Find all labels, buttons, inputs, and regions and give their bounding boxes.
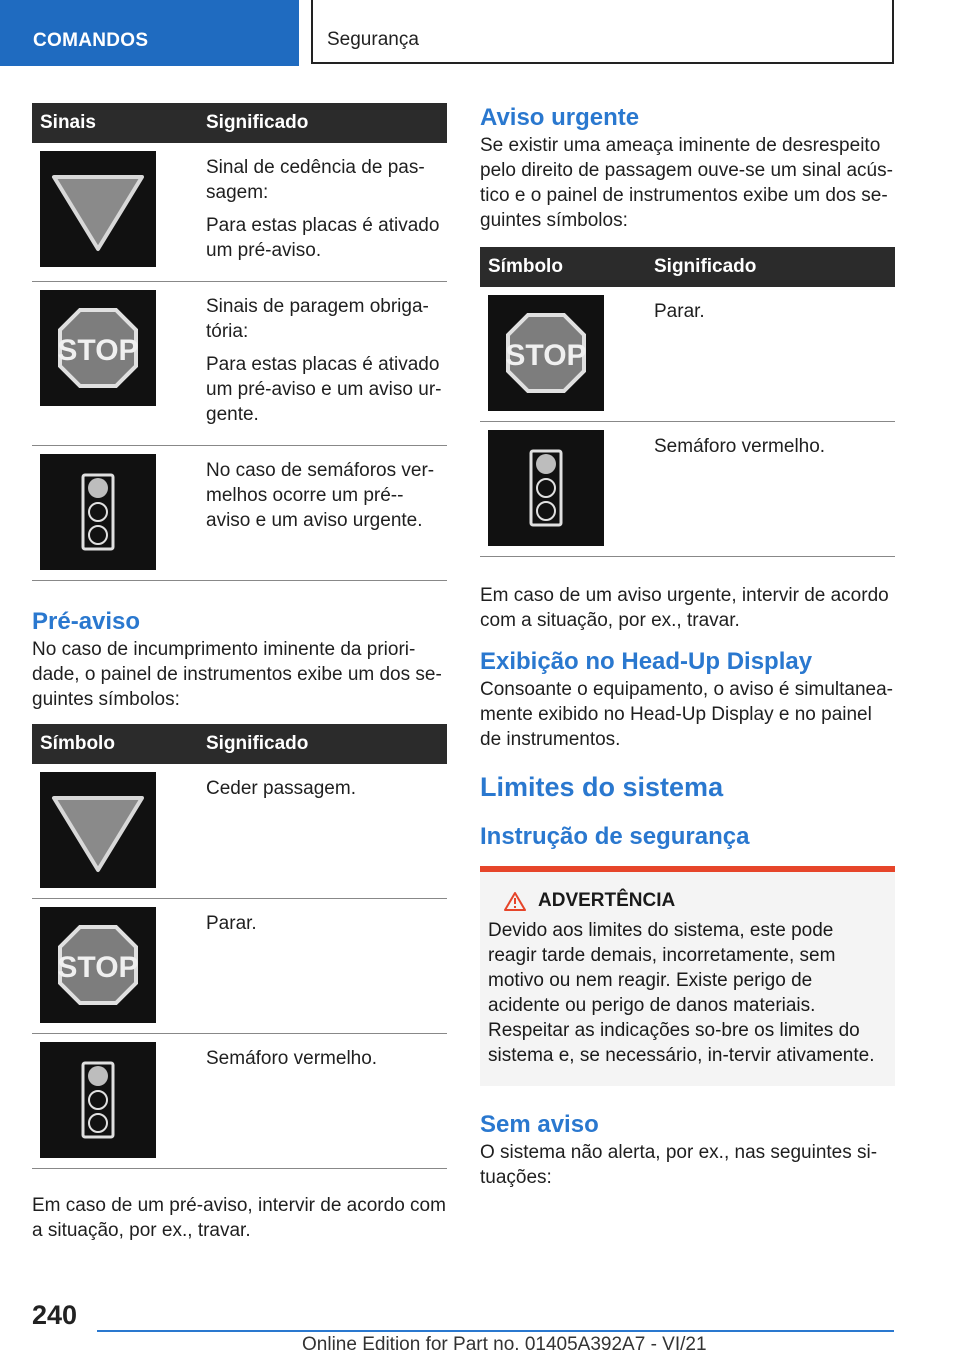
table-header-row: [32, 724, 447, 764]
meaning-text: Sinais de paragem obriga-tória:: [206, 296, 429, 342]
table-row: [32, 1034, 447, 1169]
meaning-text: Para estas placas é ativado um pré-aviso e um aviso ur-gente.: [206, 354, 442, 425]
table-header-row: [32, 103, 447, 143]
yield-sign-icon: [40, 772, 156, 888]
preaviso-action-text: Em caso de um pré-aviso, intervir de acordo com a situação, por ex., travar.: [32, 1195, 446, 1241]
urgente-symbols-table: [480, 247, 895, 557]
signs-table: [32, 103, 447, 581]
section-heading-urgente: Aviso urgente: [480, 104, 640, 131]
meaning-text: No caso de semáforos ver-melhos ocorre um pré--aviso e um aviso urgente.: [206, 460, 435, 531]
urgente-action-text: Em caso de um aviso urgente, intervir de acordo com a situação, por ex., travar.: [480, 585, 889, 631]
column-header: Significado: [654, 247, 895, 287]
meaning-text: Para estas placas é ativado um pré-aviso.: [206, 215, 440, 261]
traffic-light-icon: [40, 454, 156, 570]
warning-box: [480, 866, 895, 1086]
meaning-text: Sinal de cedência de pas-sagem:: [206, 157, 425, 203]
preaviso-text: No caso de incumprimento iminente da priori-dade, o painel de instrumentos exibe um dos se-guintes símbolos:: [32, 639, 442, 710]
hud-text: Consoante o equipamento, o aviso é simultanea-mente exibido no Head-Up Display e no painel de instrumentos.: [480, 679, 893, 750]
section-heading-no-warning: Sem aviso: [480, 1111, 599, 1138]
column-header: Símbolo: [32, 724, 206, 764]
topic-tab[interactable]: [311, 0, 894, 64]
warning-triangle-icon: [504, 891, 526, 911]
table-header-row: [480, 247, 895, 287]
table-row: [32, 282, 447, 446]
meaning-text: Semáforo vermelho.: [206, 1048, 378, 1069]
preaviso-symbols-table: [32, 724, 447, 1169]
section-heading-limits: Limites do sistema: [480, 772, 724, 802]
stop-sign-icon: [488, 295, 604, 411]
left-column: [32, 103, 447, 1243]
table-row: [32, 764, 447, 899]
meaning-text: Parar.: [654, 301, 705, 322]
column-header: Símbolo: [480, 247, 654, 287]
footer-divider: [97, 1330, 894, 1332]
meaning-text: Parar.: [206, 913, 257, 934]
edition-text: Online Edition for Part no. 01405A392A7 - VI/21: [302, 1334, 707, 1355]
traffic-light-icon: [488, 430, 604, 546]
meaning-text: Semáforo vermelho.: [654, 436, 826, 457]
meaning-text: Ceder passagem.: [206, 778, 356, 799]
section-heading-preaviso: Pré-aviso: [32, 608, 141, 635]
stop-sign-icon: [40, 907, 156, 1023]
table-row: [480, 422, 895, 557]
table-row: [32, 143, 447, 282]
section-heading-safety: Instrução de segurança: [480, 823, 750, 850]
traffic-light-icon: [40, 1042, 156, 1158]
no-warning-text: O sistema não alerta, por ex., nas seguintes si-tuações:: [480, 1142, 878, 1188]
yield-sign-icon: [40, 151, 156, 267]
section-label: COMANDOS: [33, 30, 149, 51]
warning-text: Devido aos limites do sistema, este pode reagir tarde demais, incorretamente, sem motivo ou nem reagir. Existe perigo de acidente ou perigo de danos materiais. Respeitar as indicações so-bre os limites do sistema e, se necessário, in-tervir ativamente.: [488, 920, 875, 1066]
table-row: [32, 899, 447, 1034]
column-header: Significado: [206, 103, 447, 143]
column-header: Significado: [206, 724, 447, 764]
section-tab[interactable]: [0, 0, 299, 66]
warning-label: ADVERTÊNCIA: [538, 890, 676, 911]
topic-label: Segurança: [327, 29, 419, 50]
right-column: [480, 103, 895, 1190]
stop-sign-icon: [40, 290, 156, 406]
urgente-text: Se existir uma ameaça iminente de desrespeito pelo direito de passagem ouve-se um sinal acús-tico e o painel de instrumentos exibe um dos se-guintes símbolos:: [480, 135, 893, 231]
column-header: Sinais: [32, 103, 206, 143]
page-number: 240: [32, 1300, 78, 1330]
table-row: [480, 287, 895, 422]
table-row: [32, 446, 447, 581]
section-heading-hud: Exibição no Head-Up Display: [480, 648, 813, 675]
